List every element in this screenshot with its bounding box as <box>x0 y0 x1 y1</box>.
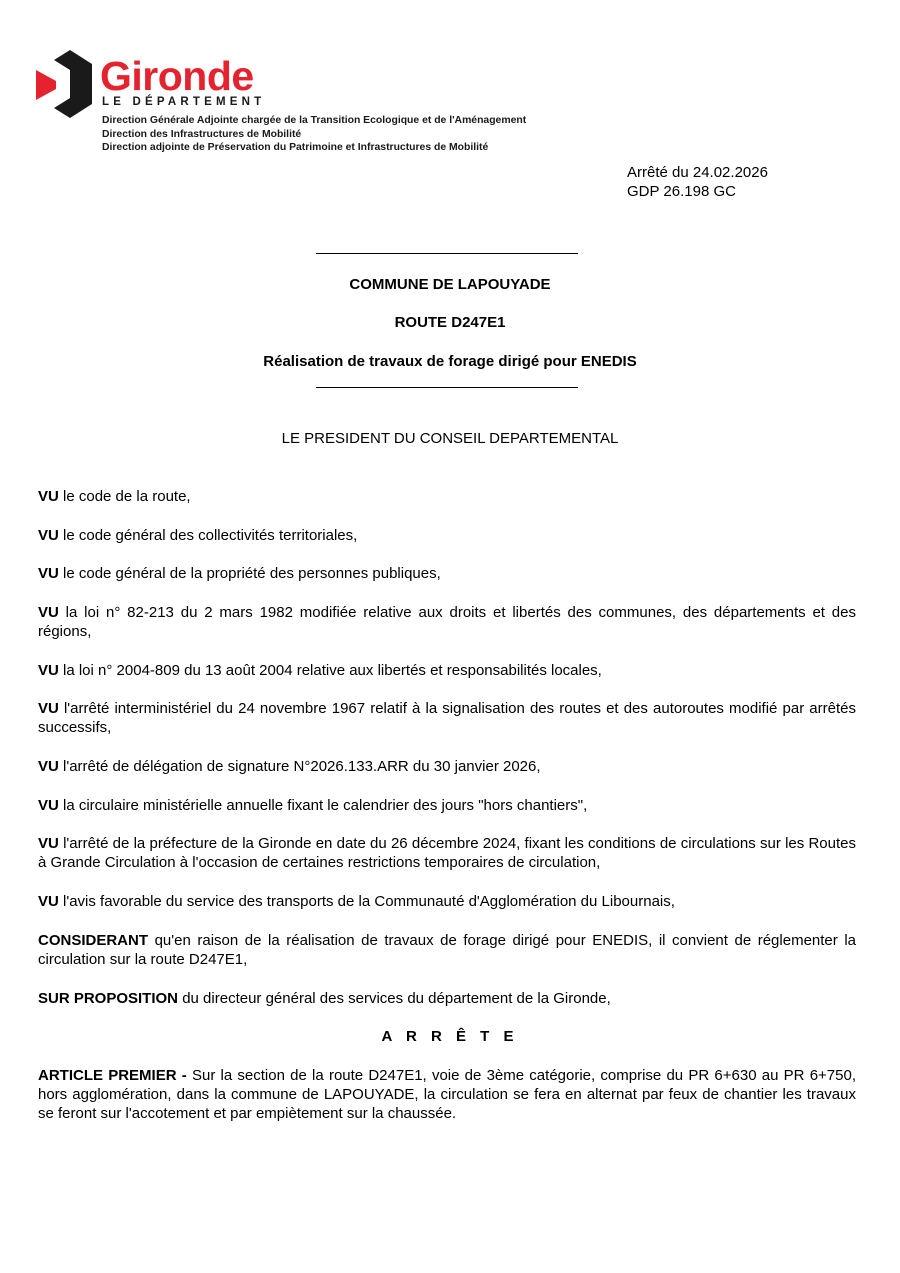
directorate-line: Direction des Infrastructures de Mobilité <box>102 128 302 140</box>
brand-subtitle: LE DÉPARTEMENT <box>102 96 266 108</box>
article-lead: ARTICLE PREMIER - <box>38 1067 187 1084</box>
route-title: ROUTE D247E1 <box>394 314 506 331</box>
divider <box>316 253 578 254</box>
consideration-paragraph <box>38 661 856 680</box>
consideration-paragraph <box>38 892 856 911</box>
consideration-text: la circulaire ministérielle annuelle fixant le calendrier des jours "hors chantiers", <box>58 797 588 814</box>
consideration-paragraph <box>38 834 856 872</box>
consideration-text: le code général des collectivités territoriales, <box>58 527 358 544</box>
consideration-lead: VU <box>38 488 59 505</box>
consideration-text: l'arrêté de la préfecture de la Gironde en date du 26 décembre 2024, fixant les conditions de circulations sur les Routes à Grande Circulation à l'occasion de certaines restrictions temporaires de circulation, <box>38 835 856 871</box>
consideration-text: la loi n° 2004-809 du 13 août 2004 relative aux libertés et responsabilités locales, <box>58 662 602 679</box>
subject-title: Réalisation de travaux de forage dirigé pour ENEDIS <box>263 353 637 370</box>
divider <box>316 387 578 388</box>
consideration-text: qu'en raison de la réalisation de travaux de forage dirigé pour ENEDIS, il convient de réglementer la circulation sur la route D247E1, <box>38 932 856 968</box>
consideration-paragraph <box>38 564 856 583</box>
consideration-text: le code général de la propriété des personnes publiques, <box>58 565 441 582</box>
commune-title: COMMUNE DE LAPOUYADE <box>349 276 551 293</box>
consideration-lead: VU <box>38 835 59 852</box>
consideration-paragraph <box>38 603 856 641</box>
brand-name: Gironde <box>100 53 254 99</box>
consideration-lead: VU <box>38 604 59 621</box>
consideration-lead: VU <box>38 662 59 679</box>
authority-heading: LE PRESIDENT DU CONSEIL DEPARTEMENTAL <box>281 430 619 447</box>
consideration-text: le code de la route, <box>58 488 191 505</box>
decree-date: Arrêté du 24.02.2026 <box>627 164 768 181</box>
directorate-line: Direction adjointe de Préservation du Patrimoine et Infrastructures de Mobilité <box>102 142 489 153</box>
consideration-lead: CONSIDERANT <box>38 932 149 949</box>
directorate-line: Direction Générale Adjointe chargée de la Transition Ecologique et de l'Aménagement <box>102 115 527 126</box>
consideration-text: l'avis favorable du service des transports de la Communauté d'Agglomération du Libournais, <box>58 893 675 910</box>
consideration-lead: VU <box>38 565 59 582</box>
decree-heading: A R R Ê T E <box>381 1028 519 1045</box>
decree-reference <box>627 163 768 201</box>
consideration-text: la loi n° 82-213 du 2 mars 1982 modifiée relative aux droits et libertés des communes, des départements et des régions, <box>38 604 856 640</box>
consideration-lead: SUR PROPOSITION <box>38 990 179 1007</box>
consideration-paragraph <box>38 699 856 737</box>
consideration-lead: VU <box>38 527 59 544</box>
consideration-text: l'arrêté interministériel du 24 novembre 1967 relatif à la signalisation des routes et des autoroutes modifié par arrêtés successifs, <box>38 700 856 736</box>
consideration-paragraph <box>38 487 856 506</box>
decree-code: GDP 26.198 GC <box>627 183 736 200</box>
consideration-paragraph <box>38 796 856 815</box>
consideration-text: l'arrêté de délégation de signature N°2026.133.ARR du 30 janvier 2026, <box>58 758 541 775</box>
consideration-text: du directeur général des services du département de la Gironde, <box>178 990 611 1007</box>
consideration-paragraph <box>38 931 856 969</box>
directorate-list <box>102 114 526 155</box>
article-paragraph <box>38 1066 856 1123</box>
gironde-logo-icon <box>34 50 94 120</box>
consideration-lead: VU <box>38 893 59 910</box>
consideration-paragraph <box>38 989 856 1008</box>
consideration-lead: VU <box>38 700 59 717</box>
consideration-lead: VU <box>38 758 59 775</box>
consideration-lead: VU <box>38 797 59 814</box>
consideration-paragraph <box>38 757 856 776</box>
consideration-paragraph <box>38 526 856 545</box>
article-text: Sur la section de la route D247E1, voie de 3ème catégorie, comprise du PR 6+630 au PR 6+750, hors agglomération, dans la commune de LAPOUYADE, la circulation se fera en alternat par feux de chantier les travaux se feront sur l'accotement et par empiètement sur la chaussée. <box>38 1067 856 1122</box>
